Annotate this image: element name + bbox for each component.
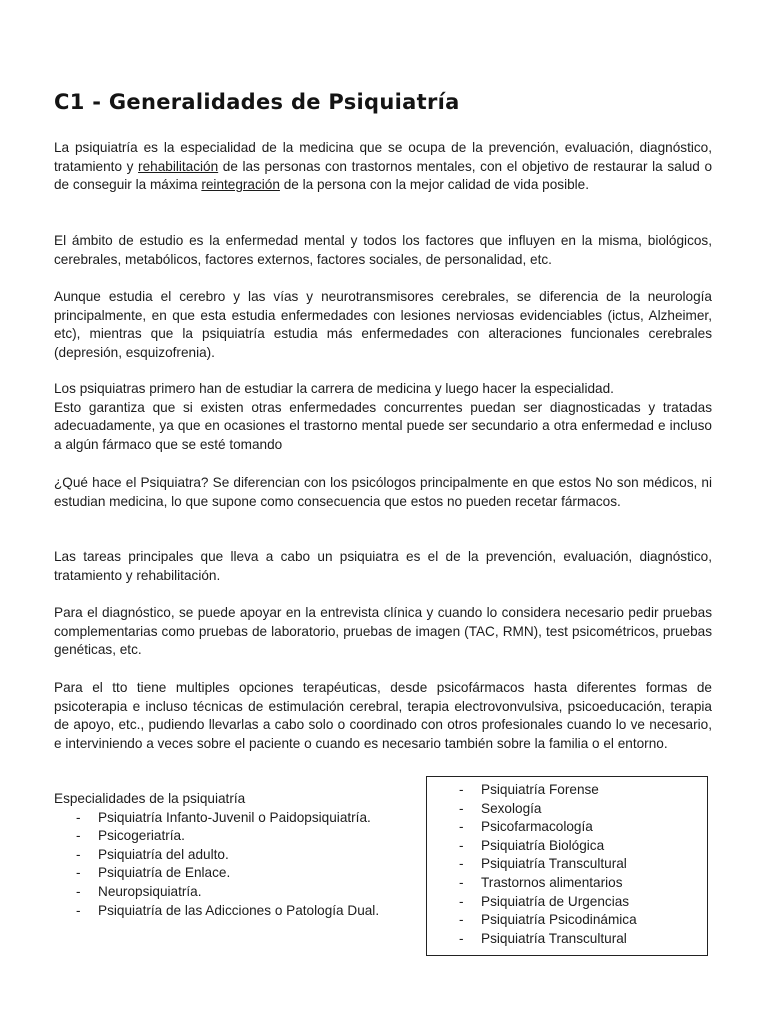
dash-bullet: - <box>459 819 464 835</box>
dash-bullet: - <box>76 828 81 844</box>
underlined-term-reintegracion: reintegración <box>201 177 280 193</box>
dash-bullet: - <box>76 883 81 899</box>
dash-bullet: - <box>459 912 464 928</box>
dash-bullet: - <box>459 856 464 872</box>
paragraph-text: de la persona con la mejor calidad de vida posible. <box>279 177 590 193</box>
dash-bullet: - <box>76 846 81 862</box>
specialties-box <box>426 776 708 956</box>
list-item: - Trastornos alimentarios <box>427 874 707 893</box>
paragraph-tasks: Las tareas principales que lleva a cabo un psiquiatra es el de la prevención, evaluación, diagnóstico, tratamiento y rehabilitación. <box>54 549 712 583</box>
paragraph-diagnosis: Para el diagnóstico, se puede apoyar en la entrevista clínica y cuando lo considera necesario pedir pruebas complementarias como pruebas de laboratorio, pruebas de imagen (TAC, RMN), test psicométricos, pruebas genéticas, etc. <box>54 605 712 658</box>
page-title: C1 - Generalidades de Psiquiatría <box>54 90 460 114</box>
list-item: - Psicofarmacología <box>427 818 707 837</box>
paragraph-text: de las personas con trastornos mentales, con el objetivo de restaurar la salud o de conseguir la máxima <box>54 158 713 193</box>
dash-bullet: - <box>76 902 81 918</box>
list-item: - Psiquiatría del adulto. <box>54 846 434 865</box>
paragraph-text: La psiquiatría es la especialidad de la medicina que se ocupa de la prevención, evaluación, diagnóstico, tratamiento y <box>54 140 712 174</box>
list-item: - Psiquiatría Transcultural <box>427 855 707 874</box>
dash-bullet: - <box>459 893 464 909</box>
dash-bullet: - <box>459 800 464 816</box>
list-item: - Sexología <box>427 800 707 819</box>
list-item: - Psiquiatría de Urgencias <box>427 893 707 912</box>
specialties-heading: Especialidades de la psiquiatría <box>54 791 246 806</box>
dash-bullet: - <box>76 809 81 825</box>
dash-bullet: - <box>459 930 464 946</box>
dash-bullet: - <box>76 865 81 881</box>
paragraph-definition <box>54 139 712 195</box>
list-item: - Psiquiatría Biológica <box>427 837 707 856</box>
list-item: - Psiquiatría Forense <box>427 781 707 800</box>
dash-bullet: - <box>459 782 464 797</box>
paragraph-text: Los psiquiatras primero han de estudiar la carrera de medicina y luego hacer la especialidad. <box>54 381 614 396</box>
list-item: - Psiquiatría Transcultural <box>427 930 707 949</box>
paragraph-neurology: Aunque estudia el cerebro y las vías y neurotransmisores cerebrales, se diferencia de la neurología principalmente, en que esta estudia enfermedades con lesiones nerviosas evidenciables (ictus, Alzheimer, etc), mientras que la psiquiatría estudia más enfermedades con alteraciones funcionales cerebrales (depresión, esquizofrenia). <box>54 289 712 360</box>
list-item: - Psiquiatría de las Adicciones o Patología Dual. <box>54 902 434 921</box>
list-item: - Psicogeriatría. <box>54 827 434 846</box>
specialties-box-list <box>427 781 707 948</box>
list-item: - Psiquiatría Infanto-Juvenil o Paidopsiquiatría. <box>54 809 434 828</box>
paragraph-what-does: ¿Qué hace el Psiquiatra? Se diferencian con los psicólogos principalmente en que estos No son médicos, ni estudian medicina, lo que supone como consecuencia que estos no pueden recetar fármacos. <box>54 475 712 509</box>
underlined-term-rehabilitacion: rehabilitación <box>138 158 219 174</box>
paragraph-text: Esto garantiza que si existen otras enfermedades concurrentes puedan ser diagnosticadas y tratadas adecuadamente, ya que en ocasiones el trastorno mental puede ser secundario a otra enfermedad e incluso a algún fármaco que se esté tomando <box>54 399 712 452</box>
paragraph-treatment: Para el tto tiene multiples opciones terapéuticas, desde psicofármacos hasta diferentes formas de psicoterapia e incluso técnicas de estimulación cerebral, terapia electrovonvulsiva, psicoeducación, terapia de apoyo, etc., pudiendo llevarlas a cabo solo o coordinado con otros profesionales cuando lo ve necesario, e interviniendo a veces sobre el paciente o cuando es necesario también sobre la familia o el entorno. <box>54 680 712 751</box>
list-item: - Neuropsiquiatría. <box>54 883 434 902</box>
paragraph-scope: El ámbito de estudio es la enfermedad mental y todos los factores que influyen en la misma, biológicos, cerebrales, metabólicos, factores externos, factores sociales, de personalidad, etc. <box>54 233 712 267</box>
dash-bullet: - <box>459 874 464 890</box>
dash-bullet: - <box>459 837 464 853</box>
specialties-left-list <box>54 809 434 921</box>
list-item: - Psiquiatría de Enlace. <box>54 864 434 883</box>
specialties-list <box>54 790 434 920</box>
paragraph-training <box>54 380 712 454</box>
list-item: - Psiquiatría Psicodinámica <box>427 911 707 930</box>
